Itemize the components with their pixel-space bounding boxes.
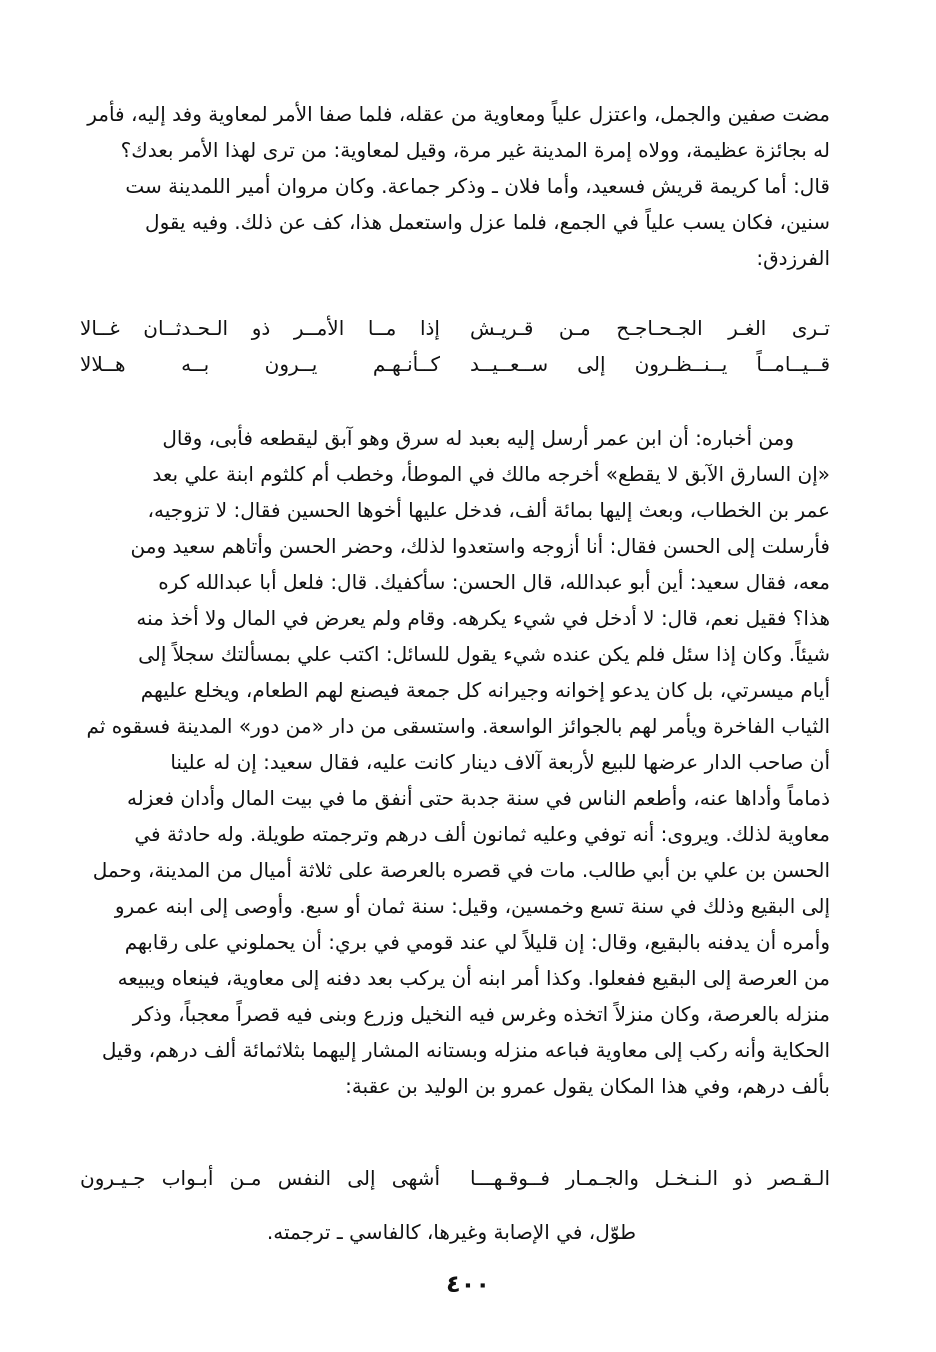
verse-second-hemistich: كــأنـهـم يــرون بــه هــلالا: [80, 352, 440, 376]
poem-2: [80, 1160, 830, 1196]
verse-row: [80, 1160, 830, 1196]
paragraph-line: ذماماً وأداها عنه، وأطعم الناس في سنة جدبة حتى أنفق ما في بيت المال وأدان فعزله: [126, 786, 830, 810]
paragraph-line: الفرزدق:: [756, 246, 830, 270]
paragraph-line: شيئاً. وكان إذا سئل فلم يكن عنده شيء يقول للسائل: اكتب علي بمسألتك سجلاً إلى: [138, 642, 830, 666]
paragraph-line: إلى البقيع وذلك في سنة تسع وخمسين، وقيل: سنة ثمان أو سبع. وأوصى إلى ابنه عمرو: [114, 894, 830, 918]
verse-row: [80, 310, 830, 346]
paragraph-line: سنين، فكان يسب علياً في الجمع، فلما عزل واستعمل هذا، كف عن ذلك. وفيه يقول: [145, 210, 830, 234]
paragraph-line: من العرصة إلى البقيع ففعلوا. وكذا أمر ابنه أن يركب بعد دفنه إلى معاوية، فينعاه ويبيعه: [117, 966, 830, 990]
paragraph-line: معاوية لذلك. ويروى: أنه توفي وعليه ثمانون ألف درهم وترجمته طويلة. وله حادثة في: [134, 822, 830, 846]
paragraph-line: هذا؟ فقيل نعم، قال: لا أدخل في شيء يكرهه. وقام ولم يعرض في المال ولا أخذ منه: [136, 606, 830, 630]
verse-first-hemistich: الـقـصر ذو الـنـخـل والجـمـار فــوقـهـــا: [470, 1166, 830, 1190]
paragraph-line: «إن السارق الآبق لا يقطع» أخرجه مالك في الموطأ، وخطب أم كلثوم ابنة علي بعد: [152, 462, 830, 486]
paragraph-1: [80, 96, 830, 276]
verse-first-hemistich: تـرى الغـر الجـحـاجـح مـن قـريـش: [470, 316, 830, 340]
paragraph-line: وأمره أن يدفنه بالبقيع، وقال: إن قليلاً لي عند قومي في بري: أن يحملوني على رقابهم: [124, 930, 830, 954]
paragraph-line: أن صاحب الدار عرضها للبيع لأربعة آلاف دينار كانت عليه، فقال سعيد: إن له علينا: [170, 750, 830, 774]
paragraph-line: معه، فقال سعيد: أين أبو عبدالله، قال الحسن: سأكفيك. قال: فلعل أبا عبدالله كره: [158, 570, 830, 594]
poem-1: [80, 310, 830, 382]
verse-first-hemistich: قــيــامــاً يــنــظـرون إلى ســعــيــد: [470, 352, 830, 376]
verse-second-hemistich: أشهى إلى النفس مـن أبـواب جـيـرون: [80, 1166, 440, 1190]
paragraph-line: الحسن بن علي بن أبي طالب. مات في قصره بالعرصة على ثلاثة أميال من المدينة، وحمل: [92, 858, 830, 882]
paragraph-line: الحكاية وأنه ركب إلى معاوية فباعه منزله وبستانه المشار إليهما بثلاثمائة ألف درهم، وقيل: [101, 1038, 830, 1062]
paragraph-line: منزله بالعرصة، وكان منزلاً اتخذه وغرس فيه النخيل وزرع وبنى فيه قصراً معجباً، وذكر: [132, 1002, 830, 1026]
page-number: ٤٠٠: [446, 1270, 490, 1298]
paragraph-line: الثياب الفاخرة ويأمر لهم بالجوائز الواسعة. واستسقى من دار «من دور» المدينة فسقوه ثم: [86, 714, 830, 738]
paragraph-line: عمر بن الخطاب، وبعث إليها بمائة ألف، فدخل عليها أخوها الحسين فقال: لا تزوجيه،: [147, 498, 830, 522]
footnote: طوّل، في الإصابة وغيرها، كالفاسي ـ ترجمته.: [266, 1220, 636, 1244]
paragraph-line: أيام ميسرتي، بل كان يدعو إخوانه وجيرانه كل جمعة فيصنع لهم الطعام، ويخلع عليهم: [140, 678, 830, 702]
paragraph-line: ومن أخباره: أن ابن عمر أرسل إليه بعبد له سرق وهو آبق ليقطعه فأبى، وقال: [162, 426, 794, 450]
paragraph-line: بألف درهم، وفي هذا المكان يقول عمرو بن الوليد بن عقبة:: [345, 1074, 830, 1098]
paragraph-line: مضت صفين والجمل، واعتزل علياً ومعاوية من عقله، فلما صفا الأمر لمعاوية وفد إليه، فأمر: [87, 102, 830, 126]
verse-second-hemistich: إذا مــا الأمــر ذو الـحـدثــان غــالا: [80, 316, 440, 340]
paragraph-line: قال: أما كريمة قريش فسعيد، وأما فلان ـ وذكر جماعة. وكان مروان أمير اللمدينة ست: [125, 174, 830, 198]
paragraph-2: [80, 420, 830, 1104]
paragraph-line: له بجائزة عظيمة، وولاه إمرة المدينة غير مرة، وقيل لمعاوية: من ترى لهذا الأمر بعدك؟: [120, 138, 830, 162]
paragraph-line: فأرسلت إلى الحسن فقال: أنا أزوجه واستعدوا لذلك، وحضر الحسن وأتاهم سعيد ومن: [130, 534, 830, 558]
verse-row: [80, 346, 830, 382]
